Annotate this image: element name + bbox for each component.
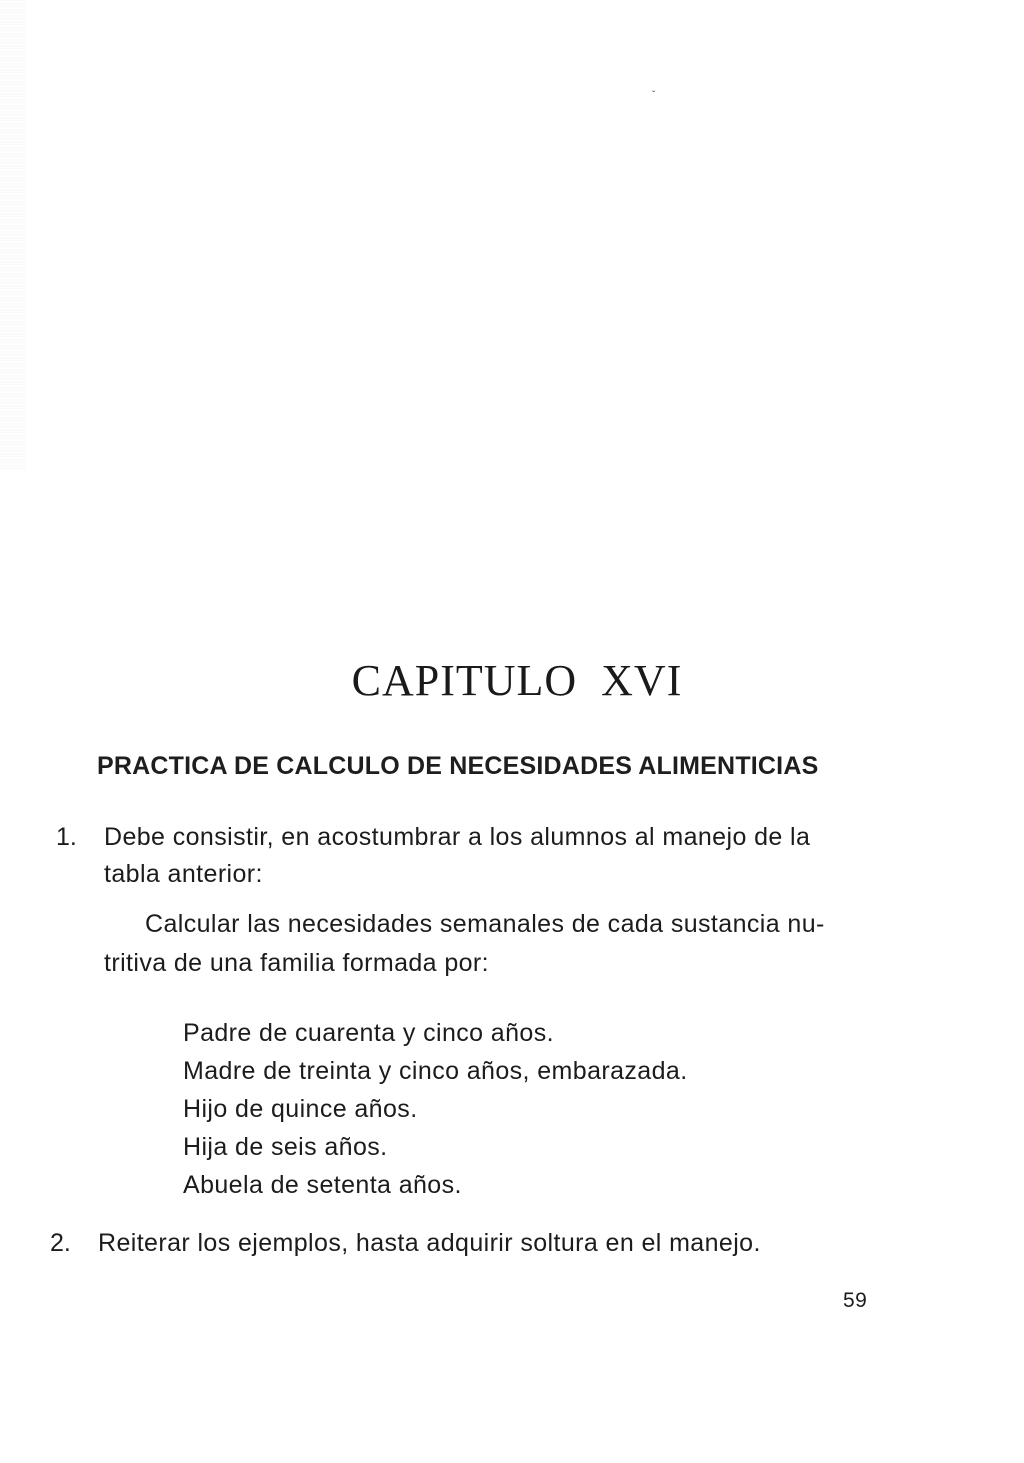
ink-speck: ˬ	[652, 82, 656, 93]
family-member: Hija de seis años.	[183, 1133, 388, 1161]
item-text-line: tabla anterior:	[104, 860, 263, 888]
item-number: 2.	[50, 1229, 71, 1257]
family-member: Madre de treinta y cinco años, embarazada.	[183, 1057, 688, 1085]
item-text-line: Debe consistir, en acostumbrar a los alumnos al manejo de la	[104, 823, 811, 851]
item-text-line: Reiterar los ejemplos, hasta adquirir soltura en el manejo.	[98, 1229, 761, 1257]
family-member: Padre de cuarenta y cinco años.	[183, 1019, 554, 1047]
paragraph-line: Calcular las necesidades semanales de cada sustancia nu-	[145, 910, 825, 938]
scan-edge-shadow	[0, 0, 26, 470]
item-number: 1.	[56, 823, 77, 851]
page-number: 59	[843, 1289, 868, 1312]
family-member: Hijo de quince años.	[183, 1095, 418, 1123]
section-title: PRACTICA DE CALCULO DE NECESIDADES ALIMENTICIAS	[97, 752, 819, 780]
chapter-title: CAPITULO XVI	[351, 656, 683, 705]
family-member: Abuela de setenta años.	[183, 1171, 462, 1199]
paragraph-line: tritiva de una familia formada por:	[104, 949, 490, 977]
